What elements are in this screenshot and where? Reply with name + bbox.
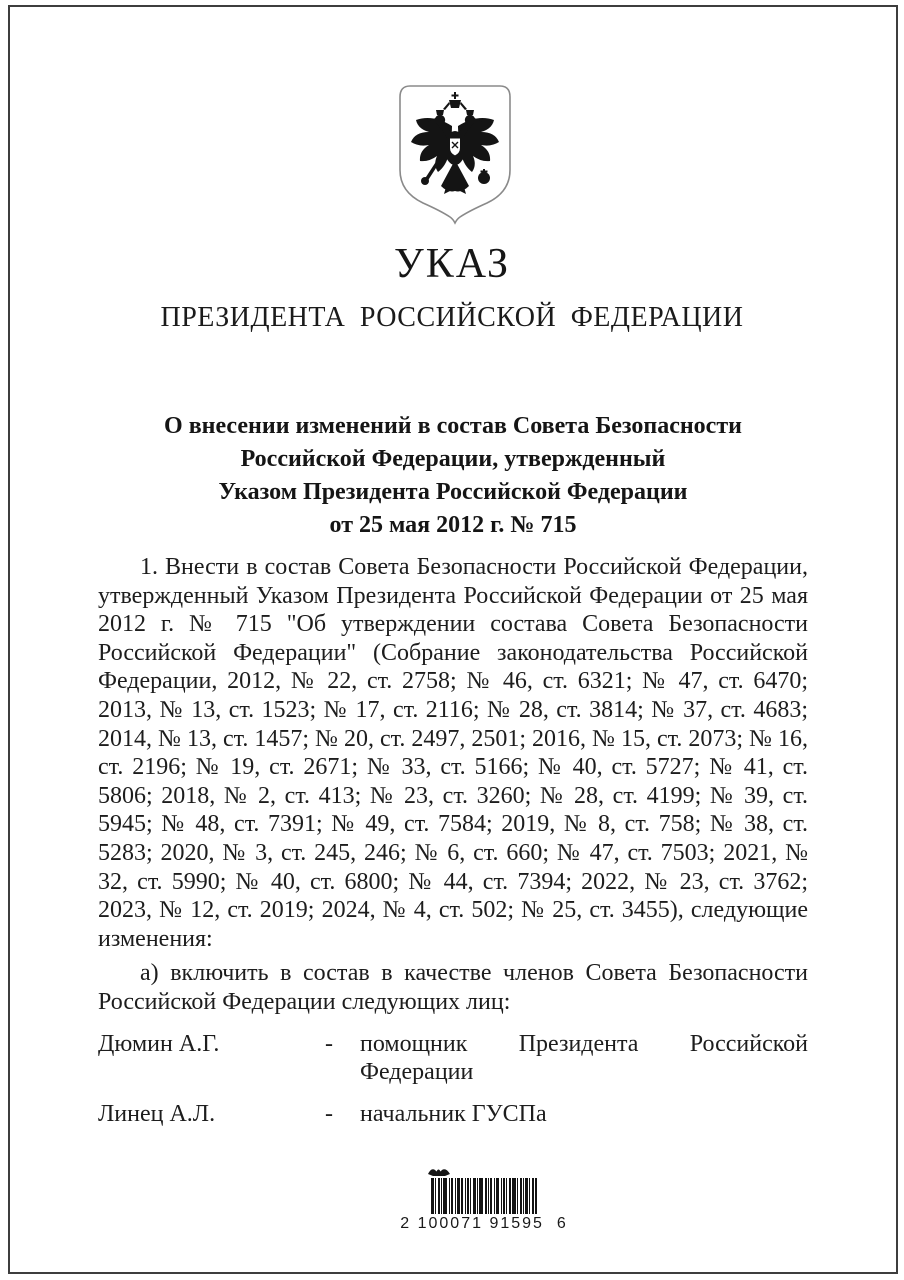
member-position: начальник ГУСПа bbox=[360, 1100, 547, 1127]
subject-line: Указом Президента Российской Федерации bbox=[218, 479, 688, 505]
member-row bbox=[98, 1100, 808, 1129]
decree-body bbox=[98, 553, 808, 1128]
decree-paragraph-1: 1. Внести в состав Совета Безопасности Российской Федерации, утвержденный Указом Президента Российской Федерации от 25 мая 2012 г. № 715 "Об утверждении состава Совета Безопасности Российской Федерации" (Собрание законодательства Российской Федерации, 2012, № 22, ст. 2758; № 46, ст. 6321; № 47, ст. 6470; 2013, № 13, ст. 1523; № 17, ст. 2116; № 28, ст. 3814; № 37, ст. 4683; 2014, № 13, ст. 1457; № 20, ст. 2497, 2501; 2016, № 15, ст. 2073; № 16, ст. 2196; № 19, ст. 2671; № 33, ст. 5166; № 40, ст. 5727; № 41, ст. 5806; 2018, № 2, ст. 413; № 23, ст. 3260; № 28, ст. 4199; № 39, ст. 5945; № 48, ст. 7391; № 49, ст. 7584; 2019, № 8, ст. 758; № 38, ст. 5283; 2020, № 3, ст. 245, 246; № 6, ст. 660; № 47, ст. 7503; 2021, № 32, ст. 5990; № 40, ст. 6800; № 44, ст. 7394; 2022, № 23, ст. 3762; 2023, № 12, ст. 2019; 2024, № 4, ст. 502; № 25, ст. 3455), следующие изменения: bbox=[98, 554, 808, 952]
barcode-bars bbox=[398, 1178, 570, 1214]
decree-type-heading: УКАЗ bbox=[393, 241, 511, 287]
barcode-digits: 2 100071 91595 6 bbox=[400, 1215, 568, 1232]
members-list bbox=[98, 1030, 808, 1129]
member-name: Линец А.Л. bbox=[98, 1100, 216, 1127]
subject-line: Российской Федерации, утвержденный bbox=[240, 446, 666, 472]
member-row bbox=[98, 1030, 808, 1087]
decree-paragraph-2a: а) включить в состав в качестве членов Совета Безопасности Российской Федерации следующих лиц: bbox=[98, 960, 808, 1015]
member-dash: - bbox=[325, 1100, 333, 1127]
decree-subject bbox=[98, 410, 808, 542]
subject-line: О внесении изменений в состав Совета Безопасности bbox=[164, 413, 742, 439]
decree-issuer-heading: ПРЕЗИДЕНТА РОССИЙСКОЙ ФЕДЕРАЦИИ bbox=[160, 302, 744, 333]
member-position: помощник Президента Российской Федерации bbox=[360, 1030, 808, 1086]
russian-coat-of-arms-icon bbox=[397, 84, 513, 226]
subject-line: от 25 мая 2012 г. № 715 bbox=[329, 512, 577, 538]
member-dash: - bbox=[325, 1030, 333, 1057]
barcode bbox=[398, 1164, 570, 1233]
barcode-eagle-icon bbox=[426, 1164, 452, 1177]
member-name: Дюмин А.Г. bbox=[98, 1030, 220, 1057]
